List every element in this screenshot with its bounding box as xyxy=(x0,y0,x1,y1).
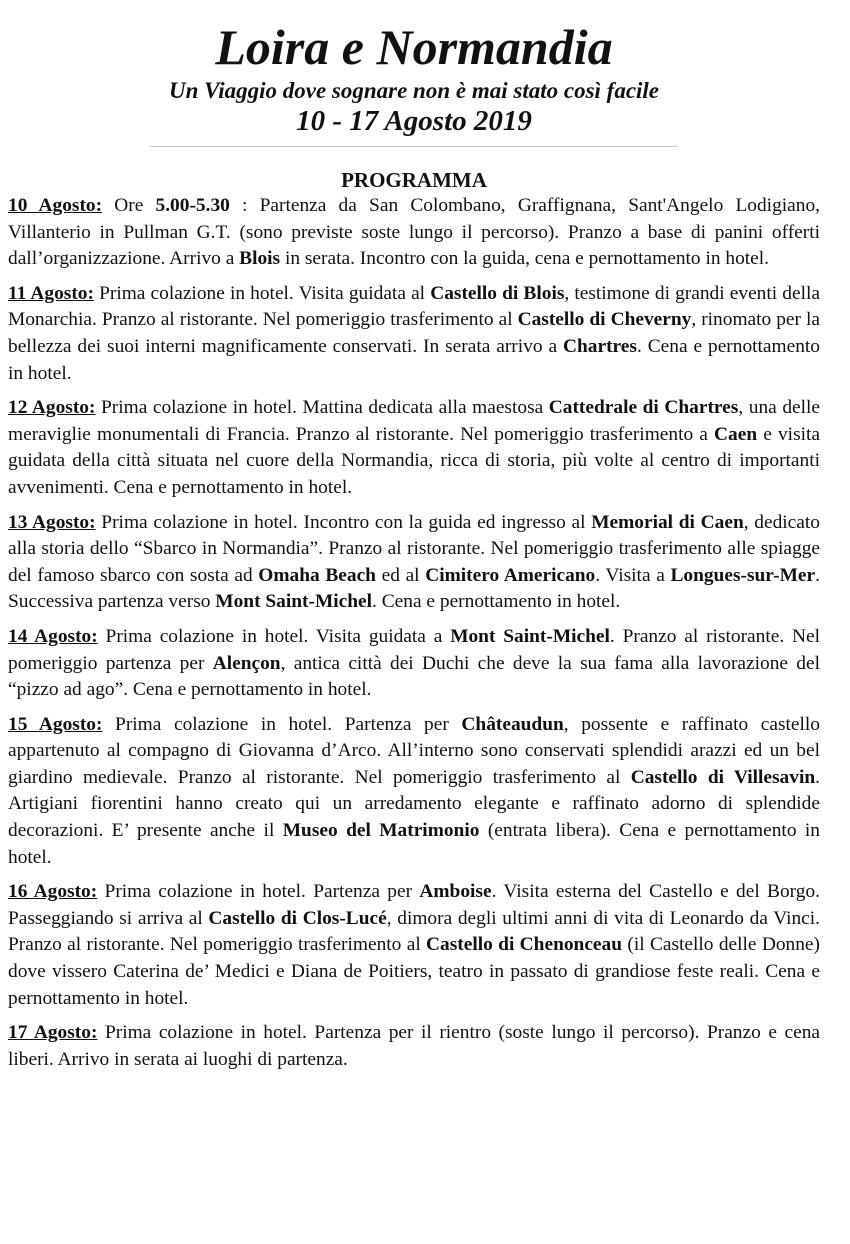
place-name: 5.00-5.30 xyxy=(155,195,230,216)
day-text: (il Castello delle Donne) dove vissero Caterina de’ Medici e Diana de Poitiers, teatro in passato di grandiose feste reali. Cena e pernottamento in hotel. xyxy=(8,934,821,1009)
day-entry xyxy=(8,395,820,501)
day-text: . Visita esterna del Castello e del Borgo. Passeggiando si arriva al xyxy=(8,881,821,929)
day-text: , dimora degli ultimi anni di vita di Leonardo da Vinci. Pranzo al ristorante. Nel pomeriggio trasferimento al xyxy=(8,907,820,956)
day-text: . Successiva partenza verso xyxy=(8,564,821,613)
day-text: , antica città dei Duchi che deve la sua fama alla lavorazione del “pizzo ad ago”. Cena e pernottamento in hotel. xyxy=(8,652,820,701)
place-name: Castello di Clos-Lucé xyxy=(208,907,387,929)
day-text: Prima colazione in hotel. Visita guidata al xyxy=(93,282,431,304)
place-name: Castello di Villesavin xyxy=(630,766,816,788)
place-name: Mont Saint-Michel xyxy=(450,625,610,647)
day-entry xyxy=(8,193,820,273)
header-divider xyxy=(150,146,678,147)
place-name: Castello di Chenonceau xyxy=(426,934,623,956)
day-label: 15 Agosto: xyxy=(8,713,103,735)
day-text: (entrata libera). Cena e pernottamento in hotel. xyxy=(8,820,820,868)
day-entry xyxy=(8,281,820,387)
day-text: Prima colazione in hotel. Visita guidata a xyxy=(97,625,451,647)
day-entry xyxy=(8,879,820,1012)
document-subtitle: Un Viaggio dove sognare non è mai stato così facile xyxy=(168,78,660,103)
day-entry xyxy=(8,712,820,872)
place-name: Chartres xyxy=(562,335,637,357)
day-text: Prima colazione in hotel. Incontro con la guida ed ingresso al xyxy=(95,511,592,533)
place-name: Longues-sur-Mer xyxy=(670,564,816,586)
day-text: e visita guidata della città situata nel cuore della Normandia, ricca di storia, più volte al centro di importanti avvenimenti. Cena e pernottamento in hotel. xyxy=(8,423,821,498)
place-name: Alençon xyxy=(212,652,281,674)
section-heading: PROGRAMMA xyxy=(341,168,487,192)
place-name: Cattedrale di Chartres xyxy=(548,397,739,419)
place-name: Caen xyxy=(714,423,758,445)
place-name: Cimitero Americano xyxy=(425,564,596,586)
day-entry xyxy=(8,624,820,704)
day-text: , dedicato alla storia dello “Sbarco in Normandia”. Pranzo al ristorante. Nel pomeriggio trasferimento alle spiagge del famoso sbarco con sosta ad xyxy=(8,511,820,586)
day-text: ed al xyxy=(375,564,426,586)
day-label: 10 Agosto: xyxy=(8,195,103,216)
day-text: . Visita a xyxy=(595,564,671,586)
day-text: Prima colazione in hotel. Partenza per il rientro (soste lungo il percorso). Pranzo e cena liberi. Arrivo in serata ai luoghi di partenza. xyxy=(8,1022,820,1070)
day-label: 17 Agosto: xyxy=(8,1022,98,1044)
day-text: , testimone di grandi eventi della Monarchia. Pranzo al ristorante. Nel pomeriggio trasferimento al xyxy=(8,282,820,331)
day-text: . Cena e pernottamento in hotel. xyxy=(8,335,820,384)
day-text: Prima colazione in hotel. Partenza per xyxy=(97,881,420,903)
place-name: Blois xyxy=(239,248,281,270)
day-text: . Artigiani fiorentini hanno creato qui un arredamento elegante e raffinato adorno di splendide decorazioni. E’ presente anche il xyxy=(8,766,820,842)
day-list xyxy=(8,193,820,1073)
day-text: , rinomato per la bellezza dei suoi interni magnificamente conservati. In serata arrivo a xyxy=(8,309,820,357)
itinerary-document xyxy=(8,18,820,1081)
day-label: 11 Agosto: xyxy=(8,282,94,304)
day-text: Prima colazione in hotel. Mattina dedicata alla maestosa xyxy=(95,397,549,419)
day-entry xyxy=(8,510,820,616)
place-name: Châteaudun xyxy=(461,713,564,735)
day-text: Prima colazione in hotel. Partenza per xyxy=(102,713,462,735)
day-text: , una delle meraviglie monumentali di Francia. Pranzo al ristorante. Nel pomeriggio trasferimento a xyxy=(8,397,820,445)
day-label: 14 Agosto: xyxy=(8,625,98,647)
place-name: Memorial di Caen xyxy=(591,511,744,533)
day-label: 16 Agosto: xyxy=(8,881,98,903)
day-text: , possente e raffinato castello appartenuto al compagno di Giovanna d’Arco. All’interno sono conservati splendidi arazzi ed un bel giardino medievale. Pranzo al ristorante. Nel pomeriggio trasferimento al xyxy=(8,713,821,788)
day-label: 13 Agosto: xyxy=(8,511,96,533)
place-name: Castello di Blois xyxy=(430,282,565,304)
place-name: Omaha Beach xyxy=(258,564,376,586)
place-name: Museo del Matrimonio xyxy=(282,820,480,842)
day-text: Ore xyxy=(102,195,156,216)
place-name: Amboise xyxy=(419,881,492,903)
day-text: : Partenza da San Colombano, Graffignana, Sant'Angelo Lodigiano, Villanterio in Pullman G.T. (sono previste soste lungo il percorso). Pranzo a base di panini offerti dall’organizzazione. Arrivo a xyxy=(8,195,820,270)
document-title: Loira e Normandia xyxy=(215,19,613,75)
place-name: Mont Saint-Michel xyxy=(215,591,373,613)
place-name: Castello di Cheverny xyxy=(517,309,692,331)
day-label: 12 Agosto: xyxy=(8,397,96,419)
day-text: . Pranzo al ristorante. Nel pomeriggio partenza per xyxy=(8,625,821,674)
day-text: in serata. Incontro con la guida, cena e pernottamento in hotel. xyxy=(280,248,770,270)
day-text: . Cena e pernottamento in hotel. xyxy=(372,591,621,613)
trip-dates: 10 - 17 Agosto 2019 xyxy=(296,105,532,137)
day-entry xyxy=(8,1020,820,1073)
